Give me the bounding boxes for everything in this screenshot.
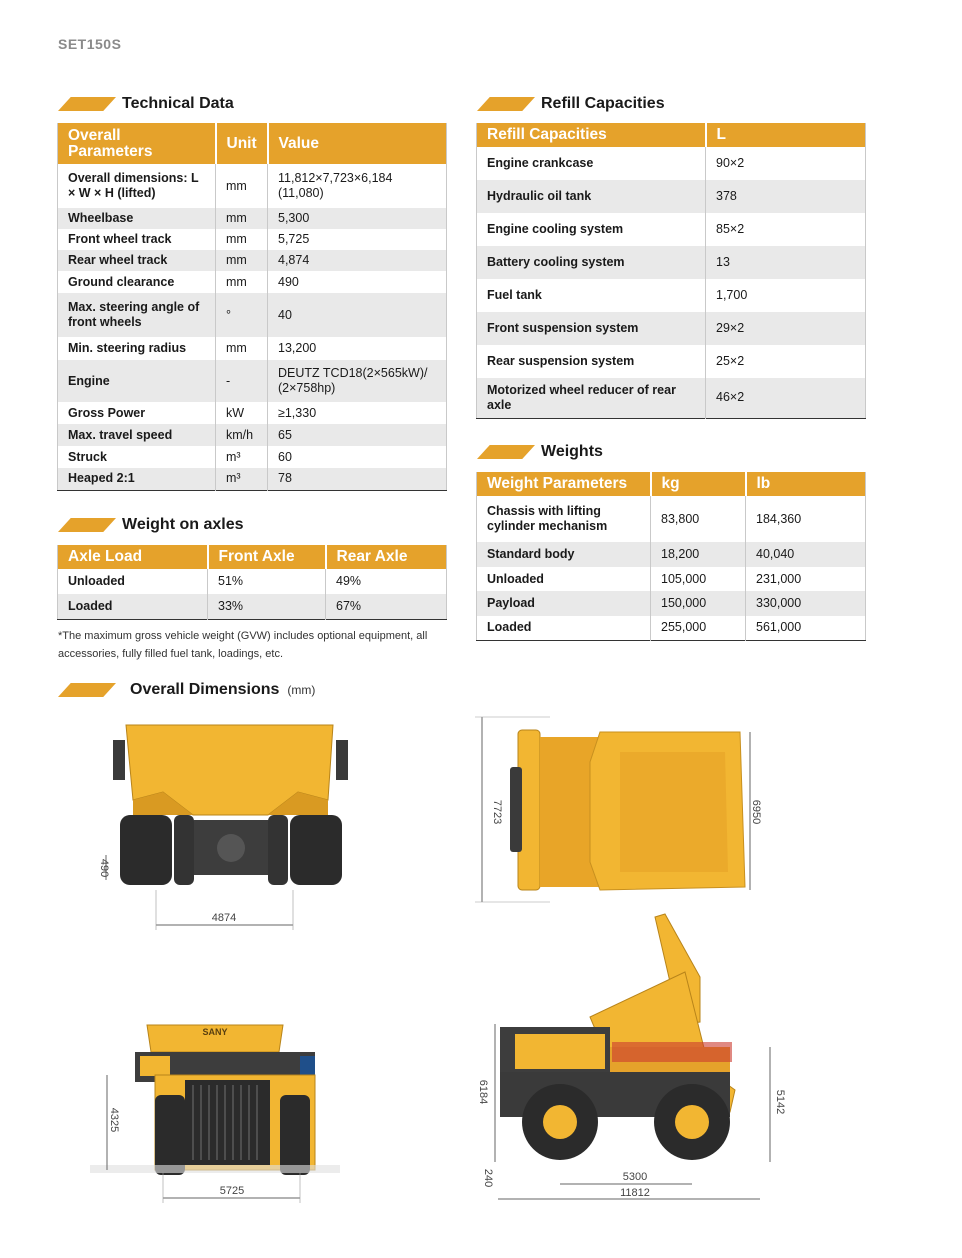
table-row: Unloaded 105,000 231,000 bbox=[477, 567, 866, 591]
table-row: Struck m³ 60 bbox=[58, 446, 447, 468]
header-overall-parameters: Overall Parameters bbox=[58, 123, 216, 164]
table-header-row bbox=[58, 123, 447, 164]
refill-capacities-table bbox=[476, 123, 866, 419]
side-view-drawing bbox=[470, 912, 800, 1204]
table-row: Motorized wheel reducer of rear axle 46×2 bbox=[477, 378, 866, 418]
table-row: Heaped 2:1 m³ 78 bbox=[58, 468, 447, 490]
header-axle-load: Axle Load bbox=[58, 545, 208, 569]
header-lb: lb bbox=[746, 472, 866, 496]
table-row: Wheelbase mm 5,300 bbox=[58, 208, 447, 229]
dim-side-clearance: 240 bbox=[482, 1168, 494, 1188]
table-row: Loaded 255,000 561,000 bbox=[477, 616, 866, 640]
header-unit: Unit bbox=[216, 123, 268, 164]
header-front-axle: Front Axle bbox=[208, 545, 326, 569]
top-view-truck-illustration bbox=[510, 730, 745, 890]
dim-side-height-lifted: 6184 bbox=[477, 1079, 489, 1105]
table-header-row bbox=[58, 545, 447, 569]
table-row: Rear suspension system 25×2 bbox=[477, 345, 866, 378]
dim-wheelbase: 5300 bbox=[622, 1171, 648, 1183]
dim-front-height: 4325 bbox=[108, 1107, 120, 1133]
table-row: Loaded 33% 67% bbox=[58, 594, 447, 619]
dim-length: 11812 bbox=[620, 1187, 650, 1199]
table-row: Ground clearance mm 490 bbox=[58, 271, 447, 293]
axle-load-table bbox=[57, 545, 447, 620]
top-view-drawing bbox=[470, 712, 770, 907]
table-row: Overall dimensions: L × W × H (lifted) mm 11,812×7,723×6,184 (11,080) bbox=[58, 164, 447, 208]
model-name: SET150S bbox=[58, 36, 122, 52]
section-title-refill: Refill Capacities bbox=[477, 93, 665, 115]
side-view-truck-illustration bbox=[500, 914, 735, 1160]
table-row: Engine cooling system 85×2 bbox=[477, 213, 866, 246]
gvw-footnote: *The maximum gross vehicle weight (GVW) includes optional equipment, all accessories, fully filled fuel tank, loadings, etc. bbox=[58, 630, 428, 660]
section-flag-icon bbox=[58, 683, 116, 697]
header-weight-parameters: Weight Parameters bbox=[477, 472, 651, 496]
header-rear-axle: Rear Axle bbox=[326, 545, 447, 569]
table-row: Hydraulic oil tank 378 bbox=[477, 180, 866, 213]
table-row: Front suspension system 29×2 bbox=[477, 312, 866, 345]
section-title-dimensions: Overall Dimensions (mm) bbox=[58, 679, 315, 701]
table-row: Standard body 18,200 40,040 bbox=[477, 542, 866, 567]
table-row: Payload 150,000 330,000 bbox=[477, 591, 866, 616]
dim-side-body-height: 5142 bbox=[774, 1089, 786, 1115]
front-view-truck-illustration bbox=[90, 1025, 340, 1175]
table-row: Fuel tank 1,700 bbox=[477, 279, 866, 312]
header-liters: L bbox=[706, 123, 866, 147]
dim-front-track: 5725 bbox=[219, 1185, 245, 1197]
rear-view-drawing bbox=[88, 720, 378, 935]
section-flag-icon bbox=[58, 97, 116, 111]
brand-logo: SANY bbox=[202, 1027, 228, 1037]
section-title-axles: Weight on axles bbox=[58, 514, 244, 536]
dim-rear-track: 4874 bbox=[211, 912, 237, 924]
table-row: Chassis with lifting cylinder mechanism 83,800 184,360 bbox=[477, 496, 866, 542]
section-title-weights: Weights bbox=[477, 441, 603, 463]
rear-view-truck-illustration bbox=[113, 725, 348, 885]
section-flag-icon bbox=[477, 97, 535, 111]
dim-rear-clearance: 490 bbox=[98, 858, 110, 878]
table-row: Battery cooling system 13 bbox=[477, 246, 866, 279]
table-row: Max. travel speed km/h 65 bbox=[58, 424, 447, 446]
header-value: Value bbox=[268, 123, 447, 164]
front-view-drawing bbox=[85, 1020, 345, 1205]
weights-table bbox=[476, 472, 866, 641]
dim-body-width: 6950 bbox=[750, 799, 762, 825]
table-row: Engine - DEUTZ TCD18(2×565kW)/ (2×758hp) bbox=[58, 360, 447, 402]
section-flag-icon bbox=[477, 445, 535, 459]
table-row: Engine crankcase 90×2 bbox=[477, 147, 866, 180]
table-row: Unloaded 51% 49% bbox=[58, 569, 447, 594]
dim-top-width: 7723 bbox=[491, 799, 503, 825]
table-row: Front wheel track mm 5,725 bbox=[58, 229, 447, 250]
header-refill-capacities: Refill Capacities bbox=[477, 123, 706, 147]
section-title-technical: Technical Data bbox=[58, 93, 234, 115]
header-kg: kg bbox=[651, 472, 746, 496]
table-row: Min. steering radius mm 13,200 bbox=[58, 337, 447, 360]
table-header-row bbox=[477, 472, 866, 496]
table-header-row bbox=[477, 123, 866, 147]
table-row: Max. steering angle of front wheels ° 40 bbox=[58, 293, 447, 337]
table-row: Rear wheel track mm 4,874 bbox=[58, 250, 447, 271]
technical-data-table bbox=[57, 123, 447, 491]
section-flag-icon bbox=[58, 518, 116, 532]
table-row: Gross Power kW ≥1,330 bbox=[58, 402, 447, 424]
